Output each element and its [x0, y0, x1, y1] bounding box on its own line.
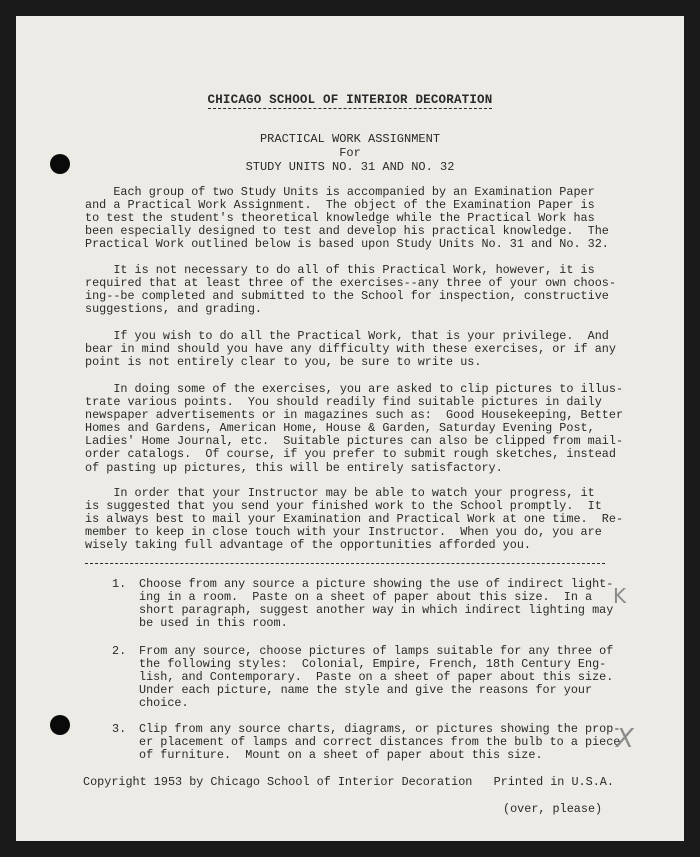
- copyright-notice: Copyright 1953 by Chicago School of Interior Decoration Printed in U.S.A.: [83, 775, 614, 789]
- school-name: CHICAGO SCHOOL OF INTERIOR DECORATION: [207, 93, 493, 107]
- exercise-text: Choose from any source a picture showing the use of indirect light- ing in a room. Paste on a sheet of paper about this size. In a short paragraph, suggest another way in which indirect lighting may be used in this room.: [139, 577, 614, 631]
- exercise-number: 2.: [112, 644, 127, 658]
- exercise-number: 3.: [112, 722, 127, 736]
- assignment-title: PRACTICAL WORK ASSIGNMENT: [259, 132, 441, 146]
- paragraph-requirements: It is not necessary to do all of this Practical Work, however, it is required that at least three of the exercises--any three of your own choos- ing--be completed and submitted to the School for inspection, constructive suggestions, and grading.: [85, 263, 616, 317]
- exercise-number: 1.: [112, 577, 127, 591]
- pencil-mark: K: [613, 584, 627, 608]
- exercise-text: Clip from any source charts, diagrams, or pictures showing the prop- er placement of lamps and correct distances from the bulb to a piece of furniture. Mount on a sheet of paper about this size.: [139, 722, 621, 763]
- paragraph-intro: Each group of two Study Units is accompanied by an Examination Paper and a Practical Work Assignment. The object of the Examination Paper is to test the student's theoretical knowledge while the Practical Work has been especially designed to test and develop his practical knowledge. The Practical Work outlined below is based upon Study Units No. 31 and No. 32.: [85, 185, 609, 252]
- paragraph-pictures: In doing some of the exercises, you are asked to clip pictures to illus- trate various points. You should readily find suitable pictures in daily newspaper advertisements or in magazines such as: Good Housekeeping, Better Homes and Gardens, American Home, House & Garden, Saturday Evening Post, Ladies' Home Journal, etc. Suitable pictures can also be clipped from mail- order catalogs. Of course, if you prefer to submit rough sketches, instead of pasting up pictures, this will be entirely satisfactory.: [85, 382, 624, 475]
- continued-note: (over, please): [503, 802, 603, 816]
- assignment-units: STUDY UNITS NO. 31 AND NO. 32: [245, 160, 455, 174]
- section-divider: [85, 563, 605, 564]
- document-page: [16, 16, 684, 841]
- exercise-text: From any source, choose pictures of lamps suitable for any three of the following styles: Colonial, Empire, French, 18th Century Eng- lish, and Contemporary. Paste on a sheet of paper about this size. Under each picture, name the style and give the reasons for your choice.: [139, 644, 614, 711]
- paragraph-progress: In order that your Instructor may be able to watch your progress, it is suggested that you send your finished work to the School promptly. It is always best to mail your Examination and Practical Work at one time. Re- member to keep in close touch with your Instructor. When you do, you are wisely taking full advantage of the opportunities afforded you.: [85, 486, 624, 553]
- punch-hole-bottom: [50, 715, 70, 735]
- paragraph-privilege: If you wish to do all the Practical Work, that is your privilege. And bear in mind should you have any difficulty with these exercises, or if any point is not entirely clear to you, be sure to write us.: [85, 329, 616, 370]
- assignment-title-for: For: [339, 146, 361, 160]
- pencil-mark: X: [616, 724, 634, 754]
